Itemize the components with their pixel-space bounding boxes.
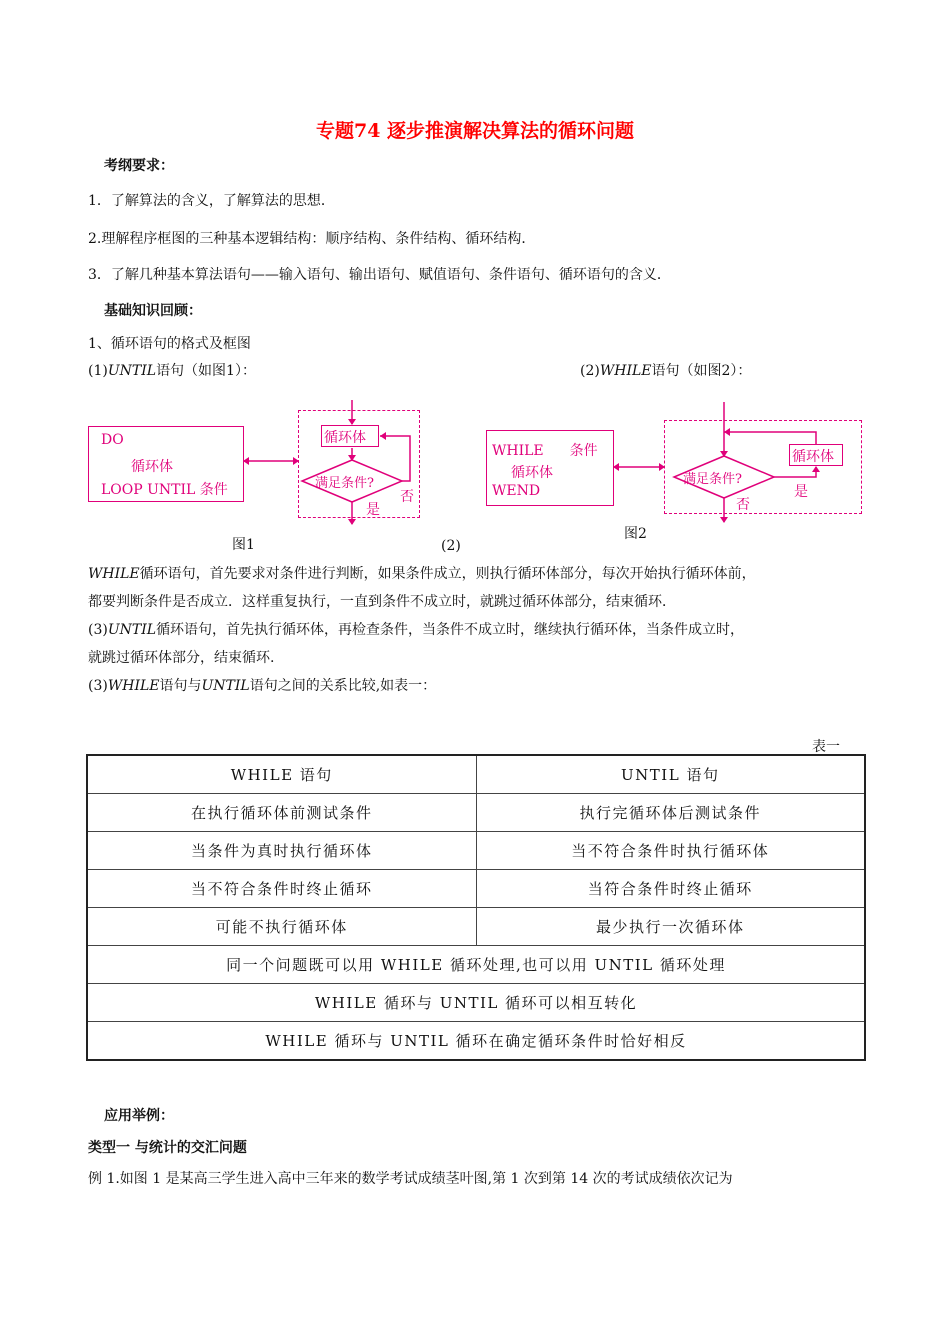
table-full-cell: WHILE 循环与 UNTIL 循环可以相互转化 (87, 984, 865, 1022)
para-compare-mid: 语句与 (159, 678, 202, 694)
fig2-condition: 满足条件? (683, 472, 742, 487)
outline-heading: 考纲要求： (104, 158, 174, 174)
fig1-code-line-3: LOOP UNTIL 条件 (101, 482, 228, 498)
comparison-table (86, 754, 866, 1061)
table-cell: 在执行循环体前测试条件 (87, 794, 476, 832)
table-cell: 当条件为真时执行循环体 (87, 832, 476, 870)
outline-item-2: 2.理解程序框图的三种基本逻辑结构：顺序结构、条件结构、循环结构． (88, 231, 536, 247)
table-row (87, 870, 865, 908)
fig2-no-label: 否 (736, 497, 750, 513)
table-full-row (87, 1022, 865, 1061)
para-until-text-1: 循环语句，首先执行循环体，再检查条件，当条件不成立时，继续执行循环体，当条件成立时， (156, 622, 745, 638)
para-while-text-1: 循环语句，首先要求对条件进行判断，如果条件成立，则执行循环体部分，每次开始执行循环体前， (139, 566, 756, 582)
para-until-kw: UNTIL (107, 622, 157, 638)
fig2-yes-label: 是 (794, 484, 808, 500)
table-header-row (87, 755, 865, 794)
para-until-line-2: 就跳过循环体部分，结束循环. (88, 650, 275, 666)
table-header-until: UNTIL 语句 (476, 755, 865, 794)
until-intro-suffix: 语句（如图1）： (156, 363, 256, 379)
table-cell: 最少执行一次循环体 (476, 908, 865, 946)
para-while-line-1 (88, 563, 756, 583)
fig2-loop-body: 循环体 (792, 449, 834, 465)
para-while-line-2: 都要判断条件是否成立．这样重复执行，一直到条件不成立时，就跳过循环体部分，结束循环． (88, 594, 676, 610)
fig1-code-line-1: DO (101, 432, 124, 448)
outline-item-1: 1．了解算法的含义，了解算法的思想． (88, 193, 335, 209)
until-keyword: UNTIL (107, 363, 157, 379)
fig2-while-kw: WHILE (492, 443, 544, 459)
table-header-while: WHILE 语句 (87, 755, 476, 794)
table-full-row (87, 946, 865, 984)
table-full-cell: WHILE 循环与 UNTIL 循环在确定循环条件时恰好相反 (87, 1022, 865, 1061)
review-heading: 基础知识回顾： (104, 303, 202, 319)
fig2-cond: 条件 (569, 443, 598, 459)
fig2-code-line-2: 循环体 (511, 465, 553, 481)
table-cell: 当不符合条件时终止循环 (87, 870, 476, 908)
fig1-loop-body: 循环体 (324, 430, 366, 446)
examples-heading: 应用举例： (104, 1108, 174, 1124)
page-title: 专题74 逐步推演解决算法的循环问题 (315, 120, 635, 142)
table-row (87, 832, 865, 870)
until-intro-prefix: (1) (88, 363, 108, 379)
table-cell: 当符合条件时终止循环 (476, 870, 865, 908)
para-until-prefix: (3) (88, 622, 108, 638)
outline-item-3: 3．了解几种基本算法语句——输入语句、输出语句、赋值语句、条件语句、循环语句的含义． (88, 267, 671, 283)
table-cell: 当不符合条件时执行循环体 (476, 832, 865, 870)
fig1-condition: 满足条件? (315, 476, 374, 491)
para-compare-suffix: 语句之间的关系比较,如表一： (249, 678, 437, 694)
section1-heading: 1、循环语句的格式及框图 (88, 336, 251, 352)
table-full-cell: 同一个问题既可以用 WHILE 循环处理,也可以用 UNTIL 循环处理 (87, 946, 865, 984)
type1-heading: 类型一 与统计的交汇问题 (88, 1140, 247, 1156)
table-row (87, 794, 865, 832)
example-1-text: 例 1.如图 1 是某高三学生进入高中三年来的数学考试成绩茎叶图,第 1 次到第 14 次的考试成绩依次记为 (88, 1171, 733, 1187)
para-compare-kw1: WHILE (107, 678, 160, 694)
fig1-caption: 图1 (232, 537, 255, 553)
fig2-caption: 图2 (624, 526, 647, 542)
fig2-code-line-3: WEND (492, 483, 541, 499)
while-intro-prefix: (2) (580, 363, 600, 379)
para-compare-kw2: UNTIL (201, 678, 250, 694)
para-until-line-1 (88, 619, 744, 639)
para-compare (88, 675, 436, 695)
stray-label: (2) (441, 538, 461, 554)
fig1-yes-label: 是 (366, 502, 380, 518)
table-caption: 表一 (812, 739, 840, 755)
table-row (87, 908, 865, 946)
table-cell: 执行完循环体后测试条件 (476, 794, 865, 832)
fig1-no-label: 否 (400, 489, 414, 505)
para-while-kw: WHILE (88, 566, 140, 582)
while-intro-suffix: 语句（如图2）： (651, 363, 752, 379)
table-full-row (87, 984, 865, 1022)
while-keyword: WHILE (599, 363, 652, 379)
fig1-code-line-2: 循环体 (131, 459, 173, 475)
table-cell: 可能不执行循环体 (87, 908, 476, 946)
para-compare-prefix: (3) (88, 678, 108, 694)
